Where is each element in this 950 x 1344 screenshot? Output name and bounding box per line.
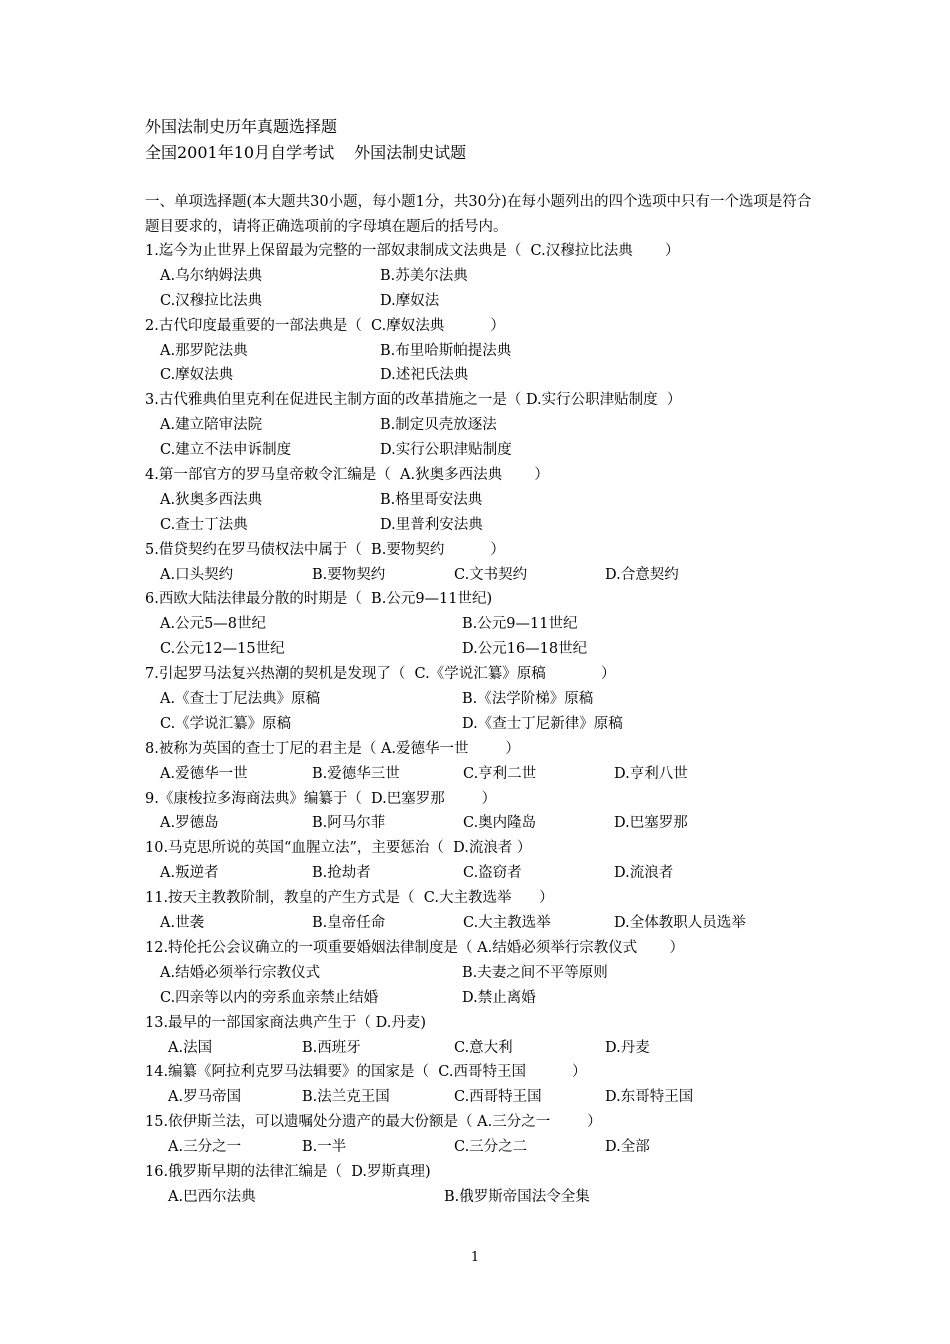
question-answer: C.《学说汇纂》原稿 ）: [405, 666, 616, 683]
question-answer: C.汉穆拉比法典 ）: [521, 243, 680, 259]
answer-option: B.阿马尔菲: [312, 815, 386, 832]
question-stem: [145, 314, 825, 339]
answer-option: C.摩奴法典: [160, 367, 234, 384]
question-answer: D.丹麦): [371, 1014, 427, 1031]
answer-option: B.法兰克王国: [302, 1089, 390, 1106]
answer-option: B.抢劫者: [312, 865, 371, 882]
answer-option: C.盗窃者: [463, 865, 522, 882]
question-stem: [145, 463, 825, 488]
answer-option: C.《学说汇纂》原稿: [160, 715, 292, 732]
answer-option: B.西班牙: [302, 1039, 361, 1056]
answer-option: D.摩奴法: [380, 292, 440, 309]
answer-option: A.法国: [168, 1039, 213, 1056]
question-answer: B.公元9—11世纪): [361, 591, 493, 608]
question-text: 2.古代印度最重要的一部法典是（: [145, 317, 362, 334]
question-text: 6.西欧大陆法律最分散的时期是（: [145, 591, 362, 608]
answer-option: A.口头契约: [160, 566, 234, 583]
answer-option: A.罗马帝国: [168, 1089, 242, 1106]
question-text: 14.编纂《阿拉利克罗马法辑要》的国家是（: [145, 1064, 430, 1081]
question-answer: C.西哥特王国 ）: [429, 1064, 587, 1081]
answer-option: B.制定贝壳放逐法: [380, 417, 497, 434]
question-answer: C.大主教选举 ）: [414, 890, 554, 907]
answer-option: B.布里哈斯帕提法典: [380, 342, 512, 359]
question-text: 1.迄今为止世界上保留最为完整的一部奴隶制成文法典是（: [145, 243, 522, 259]
question-stem: [145, 737, 825, 762]
option-row: [145, 911, 825, 936]
question-answer: D.罗斯真理): [342, 1163, 431, 1180]
option-row: [145, 986, 825, 1011]
answer-option: B.公元9—11世纪: [462, 616, 578, 633]
answer-option: B.夫妻之间不平等原则: [462, 964, 608, 981]
section-instructions: 一、单项选择题(本大题共30小题，每小题1分，共30分)在每小题列出的四个选项中只有一个选项是符合题目要求的，请将正确选项前的字母填在题后的括号内。: [145, 194, 812, 235]
answer-option: C.西哥特王国: [454, 1089, 542, 1106]
question-text: 13.最早的一部国家商法典产生于（: [145, 1014, 372, 1031]
question-text: 11.按天主教教阶制，教皇的产生方式是（: [145, 890, 415, 907]
answer-option: B.苏美尔法典: [380, 267, 468, 284]
answer-option: A.公元5—8世纪: [160, 616, 267, 633]
option-row: [145, 712, 825, 737]
question-stem: [145, 538, 825, 563]
option-row: [145, 1135, 825, 1160]
option-row: [145, 637, 825, 662]
answer-option: A.《查士丁尼法典》原稿: [160, 691, 321, 708]
answer-option: B.爱德华三世: [312, 765, 400, 782]
option-row: [145, 563, 825, 588]
answer-option: C.奥内隆岛: [463, 815, 537, 832]
question-answer: A.狄奥多西法典 ）: [390, 467, 549, 484]
question-text: 3.古代雅典伯里克利在促进民主制方面的改革措施之一是（: [145, 392, 522, 409]
option-row: [145, 687, 825, 712]
option-row: [145, 1185, 825, 1210]
answer-option: D.丹麦: [605, 1039, 650, 1056]
question-text: 4.第一部官方的罗马皇帝敕令汇编是（: [145, 467, 391, 484]
answer-option: D.合意契约: [605, 566, 679, 583]
question-text: 5.借贷契约在罗马债权法中属于（: [145, 541, 362, 558]
answer-option: D.亨利八世: [614, 765, 688, 782]
question-text: 9.《康梭拉多海商法典》编纂于（: [145, 790, 362, 807]
answer-option: A.爱德华一世: [160, 765, 248, 782]
answer-option: B.皇帝任命: [312, 915, 386, 932]
answer-option: A.三分之一: [168, 1139, 242, 1156]
answer-option: A.狄奥多西法典: [160, 491, 263, 508]
answer-option: B.要物契约: [312, 566, 386, 583]
answer-option: D.巴塞罗那: [614, 815, 688, 832]
question-answer: B.要物契约 ）: [361, 541, 505, 558]
answer-option: C.查士丁法典: [160, 516, 248, 533]
option-row: [145, 488, 825, 513]
exam-subject: 外国法制史试题: [354, 143, 467, 162]
answer-option: C.亨利二世: [463, 765, 537, 782]
question-stem: [145, 836, 825, 861]
answer-option: C.建立不法申诉制度: [160, 442, 292, 459]
question-stem: [145, 1060, 825, 1085]
question-list: [145, 239, 825, 1210]
answer-option: C.公元12—15世纪: [160, 641, 285, 658]
question-text: 16.俄罗斯早期的法律汇编是（: [145, 1163, 343, 1180]
answer-option: B.一半: [302, 1139, 347, 1156]
answer-option: B.《法学阶梯》原稿: [462, 691, 594, 708]
answer-option: D.流浪者: [614, 865, 674, 882]
answer-option: D.《查士丁尼新律》原稿: [462, 715, 623, 732]
answer-option: C.大主教选举: [463, 915, 551, 932]
document-header: [145, 114, 466, 166]
question-text: 8.被称为英国的查士丁尼的君主是（: [145, 740, 377, 757]
question-answer: C.摩奴法典 ）: [361, 317, 505, 334]
option-row: [145, 339, 825, 364]
document-subtitle: [145, 140, 466, 166]
answer-option: D.里普利安法典: [380, 516, 483, 533]
question-answer: D.巴塞罗那 ）: [361, 790, 497, 807]
question-stem: [145, 1160, 825, 1185]
question-section: [145, 190, 825, 1210]
option-row: [145, 513, 825, 538]
question-answer: A.三分之一 ）: [472, 1114, 602, 1131]
option-row: [145, 612, 825, 637]
question-stem: [145, 787, 825, 812]
answer-option: D.实行公职津贴制度: [380, 442, 512, 459]
question-stem: [145, 1110, 825, 1135]
answer-option: D.述祀氏法典: [380, 367, 469, 384]
answer-option: A.世袭: [160, 915, 205, 932]
option-row: [145, 413, 825, 438]
answer-option: C.意大利: [454, 1039, 513, 1056]
answer-option: A.结婚必须举行宗教仪式: [160, 964, 321, 981]
document-title: 外国法制史历年真题选择题: [145, 117, 338, 136]
option-row: [145, 762, 825, 787]
option-row: [145, 363, 825, 388]
question-stem: [145, 239, 825, 264]
option-row: [145, 811, 825, 836]
answer-option: B.俄罗斯帝国法令全集: [444, 1188, 590, 1205]
question-stem: [145, 388, 825, 413]
answer-option: A.建立陪审法院: [160, 417, 263, 434]
question-text: 10.马克思所说的英国“血腥立法”，主要惩治（: [145, 840, 444, 857]
answer-option: D.公元16—18世纪: [462, 641, 588, 658]
question-text: 7.引起罗马法复兴热潮的契机是发现了（: [145, 666, 406, 683]
answer-option: C.四亲等以内的旁系血亲禁止结婚: [160, 989, 379, 1006]
answer-option: C.文书契约: [454, 566, 528, 583]
answer-option: D.全部: [605, 1139, 650, 1156]
question-answer: A.结婚必须举行宗教仪式 ）: [472, 939, 685, 956]
option-row: [145, 438, 825, 463]
question-text: 12.特伦托公会议确立的一项重要婚姻法律制度是（: [145, 939, 473, 956]
option-row: [145, 1036, 825, 1061]
question-answer: D.流浪者 ）: [443, 840, 532, 857]
answer-option: D.禁止离婚: [462, 989, 536, 1006]
question-stem: [145, 587, 825, 612]
question-stem: [145, 936, 825, 961]
answer-option: B.格里哥安法典: [380, 491, 483, 508]
answer-option: D.全体教职人员选举: [614, 915, 746, 932]
answer-option: C.汉穆拉比法典: [160, 292, 263, 309]
option-row: [145, 1085, 825, 1110]
answer-option: D.东哥特王国: [605, 1089, 694, 1106]
answer-option: A.那罗陀法典: [160, 342, 248, 359]
answer-option: A.叛逆者: [160, 865, 219, 882]
question-stem: [145, 1011, 825, 1036]
answer-option: A.巴西尔法典: [168, 1188, 256, 1205]
option-row: [145, 289, 825, 314]
option-row: [145, 961, 825, 986]
page-number: 1: [470, 1250, 480, 1265]
answer-option: C.三分之二: [454, 1139, 528, 1156]
option-row: [145, 861, 825, 886]
option-row: [145, 264, 825, 289]
answer-option: A.罗德岛: [160, 815, 219, 832]
question-stem: [145, 886, 825, 911]
answer-option: A.乌尔纳姆法典: [160, 267, 263, 284]
question-answer: D.实行公职津贴制度 ）: [521, 392, 682, 409]
question-text: 15.依伊斯兰法，可以遗嘱处分遗产的最大份额是（: [145, 1114, 473, 1131]
question-stem: [145, 662, 825, 687]
exam-session: 全国2001年10月自学考试: [145, 143, 335, 162]
question-answer: A.爱德华一世 ）: [376, 740, 520, 757]
